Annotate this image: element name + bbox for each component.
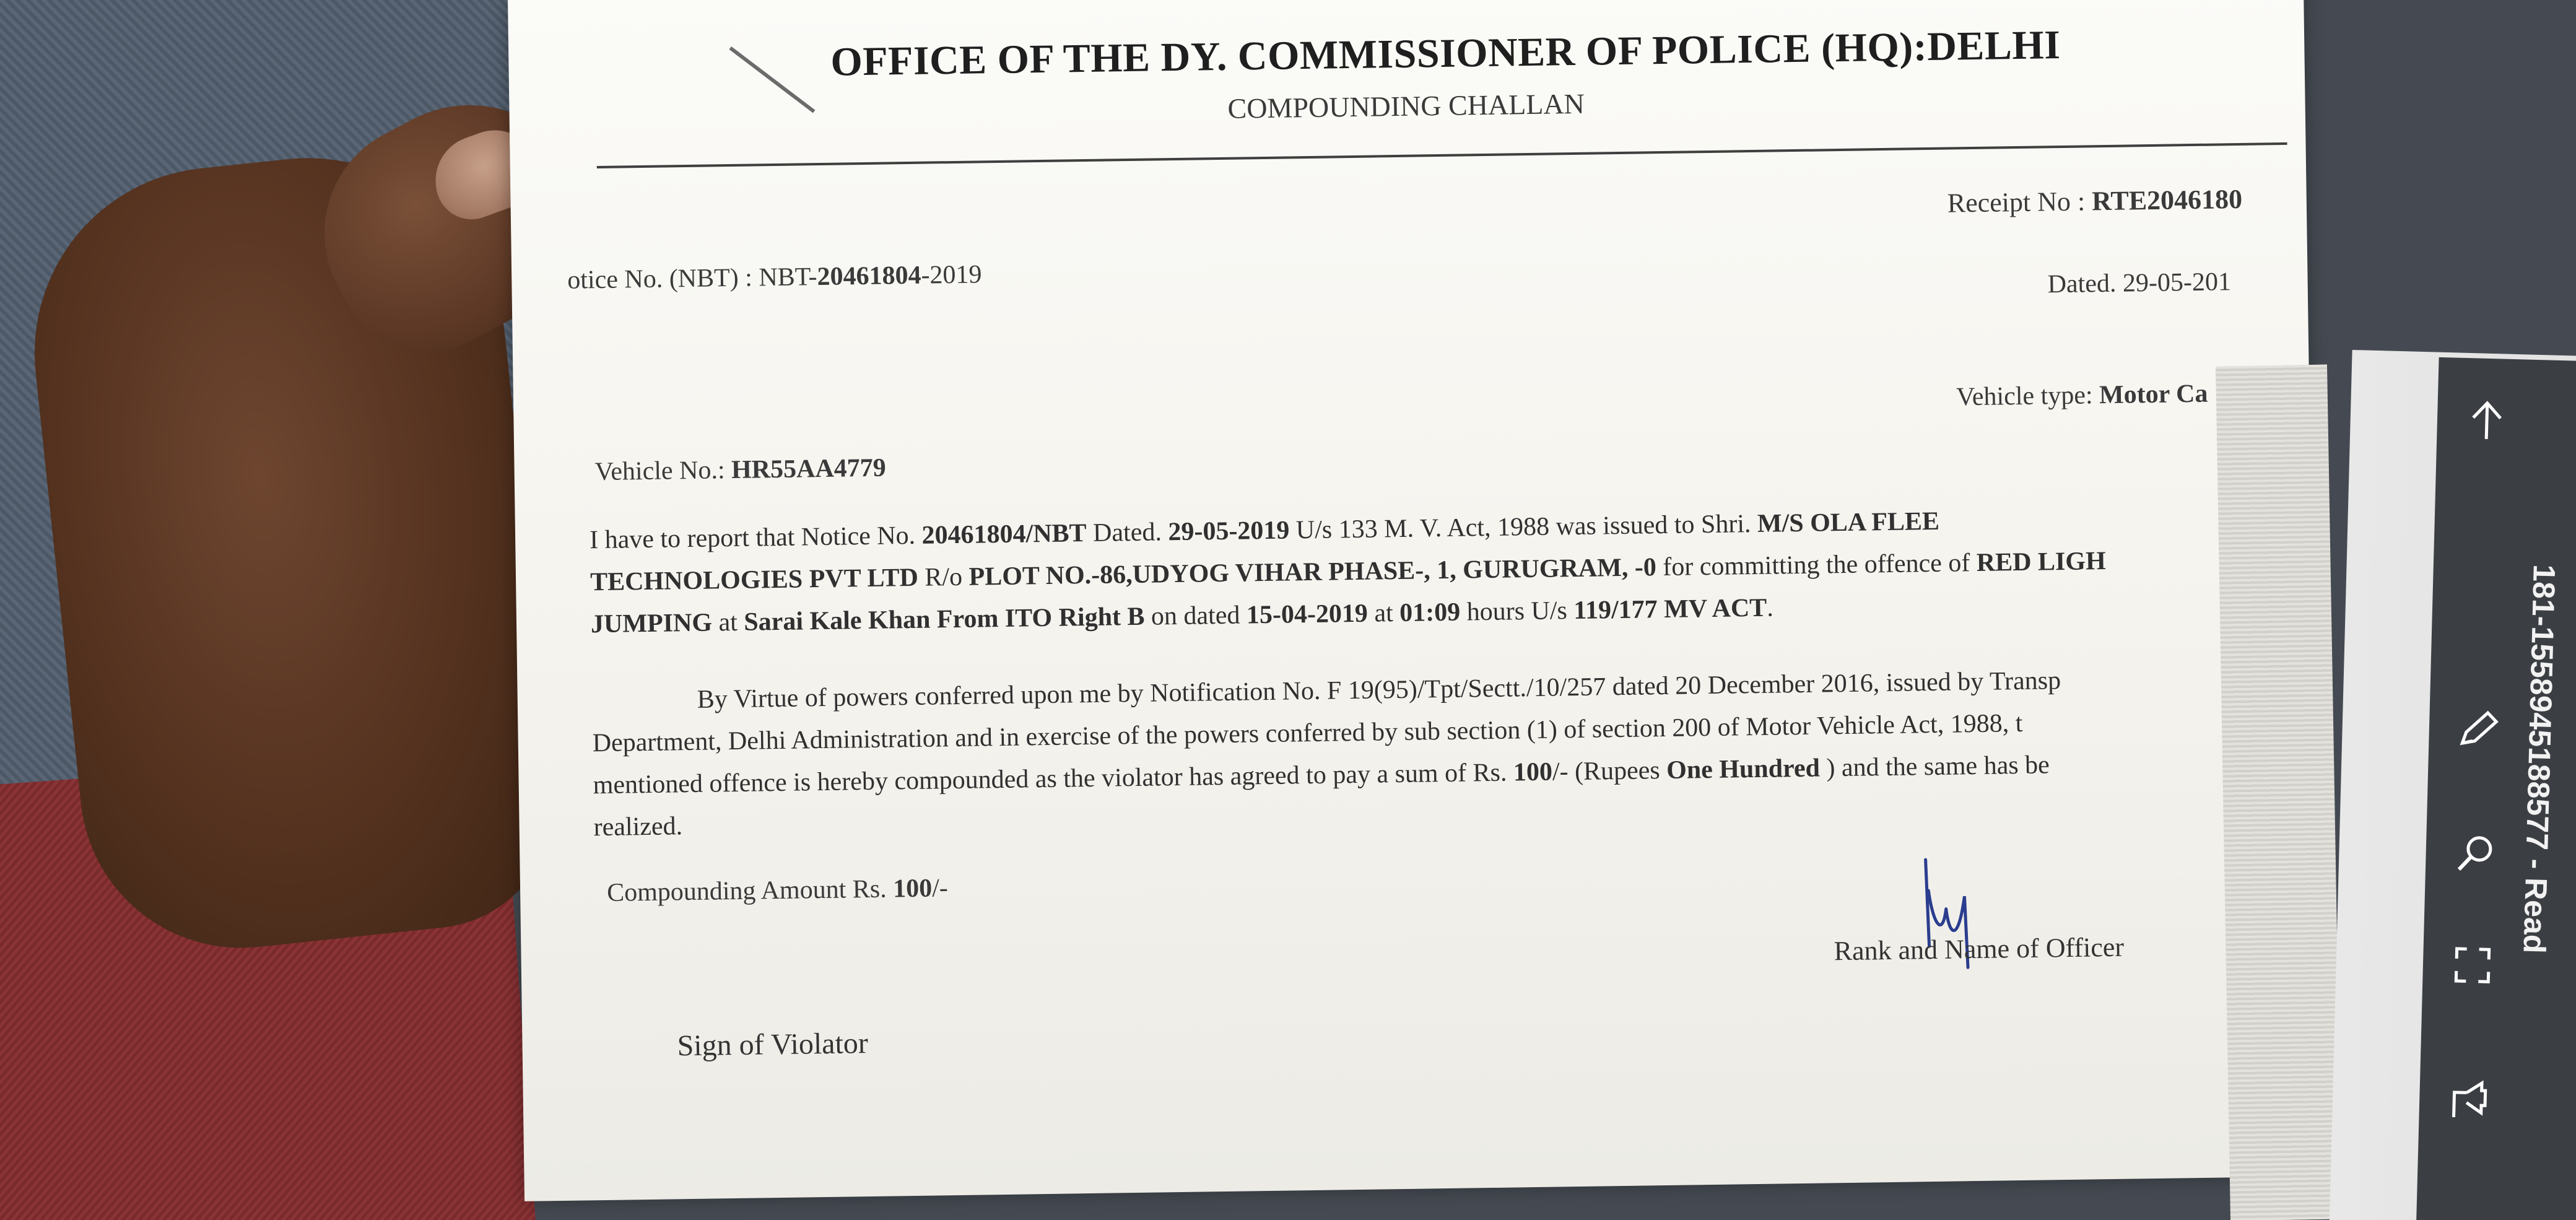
- notice-suffix: -2019: [921, 260, 982, 290]
- text: M/S OLA FLEE: [1757, 507, 1940, 538]
- file-name-label: [2509, 564, 2570, 1220]
- text: 119/177 MV ACT: [1573, 593, 1767, 625]
- draw-icon[interactable]: [2453, 705, 2504, 756]
- compounding-line-2: Department, Delhi Administration and in exercise of the powers conferred by sub section (1) of section 200 of Motor Vehicle Act, 1988, t: [592, 708, 2023, 758]
- text: mentioned offence is hereby compounded as the violator has agreed to pay a sum of Rs.: [593, 758, 1514, 800]
- report-paragraph: [590, 496, 2263, 646]
- arrow-up-icon[interactable]: [2461, 395, 2512, 446]
- vehicle-type: [1956, 379, 2208, 412]
- receipt-label: Receipt No :: [1947, 186, 2092, 219]
- text: at: [711, 608, 744, 637]
- vehicle-type-label: Vehicle type:: [1956, 381, 2100, 412]
- compounding-line-4: realized.: [593, 812, 683, 842]
- text: One Hundred: [1666, 754, 1821, 785]
- receipt-value: RTE2046180: [2091, 183, 2243, 217]
- text: TECHNOLOGIES PVT LTD: [590, 563, 919, 597]
- text: Dated.: [1086, 518, 1168, 548]
- text: 01:09: [1399, 598, 1461, 627]
- violator-label: Sign of Violator: [677, 1027, 869, 1063]
- text: Sarai Kale Khan From ITO Right B: [744, 602, 1145, 637]
- compounding-value: 100: [892, 874, 933, 904]
- notice-number: [567, 259, 982, 295]
- compounding-label: Compounding Amount Rs.: [606, 874, 894, 907]
- vehicle-number: [594, 453, 886, 487]
- text: hours U/s: [1460, 596, 1574, 627]
- office-title: OFFICE OF THE DY. COMMISSIONER OF POLICE (HQ):DELHI: [830, 22, 2061, 85]
- compounding-amount: [607, 873, 948, 908]
- compounding-paragraph: [591, 657, 2266, 849]
- text: JUMPING: [590, 608, 713, 639]
- text: ) and the same has be: [1819, 751, 2050, 783]
- compounding-line-1: By Virtue of powers conferred upon me by Notification No. F 19(95)/Tpt/Sectt./10/257 dated 20 December 2016, issued by Transp: [697, 666, 2061, 714]
- notice-value: 20461804: [817, 261, 921, 292]
- vehicle-no-value: HR55AA4779: [731, 453, 887, 485]
- text: /- (Rupees: [1552, 756, 1667, 786]
- file-name-text: 181-1558945188577 - Read: [2517, 564, 2562, 954]
- text: 15-04-2019: [1246, 599, 1368, 630]
- viewer-toolbar: [2416, 357, 2576, 1220]
- paper-edge: [2216, 365, 2342, 1220]
- text: for committing the offence of: [1656, 548, 1977, 582]
- vehicle-type-value: Motor Ca: [2099, 379, 2208, 410]
- text: RED LIGH: [1976, 547, 2107, 577]
- vehicle-no-label: Vehicle No.:: [594, 456, 732, 487]
- dated-field: Dated. 29-05-201: [2047, 268, 2232, 299]
- text: PLOT NO.-86,UDYOG VIHAR PHASE-, 1, GURUGRAM, -0: [968, 553, 1657, 591]
- text: 100: [1513, 757, 1553, 787]
- challan-subtitle: COMPOUNDING CHALLAN: [1227, 87, 1585, 124]
- share-icon[interactable]: [2443, 1076, 2494, 1126]
- text: R/o: [918, 562, 969, 592]
- challan-document: [508, 0, 2320, 1201]
- pen-mark: [729, 46, 815, 113]
- text: at: [1367, 598, 1400, 628]
- text: 29-05-2019: [1168, 516, 1290, 547]
- officer-label: Rank and Name of Officer: [1834, 931, 2125, 967]
- text: 20461804/NBT: [921, 519, 1087, 550]
- text: I have to report that Notice No.: [589, 521, 922, 555]
- notice-label: otice No. (NBT) : NBT-: [567, 263, 817, 295]
- text: U/s 133 M. V. Act, 1988 was issued to Shri.: [1289, 509, 1758, 545]
- search-icon[interactable]: [2450, 829, 2501, 879]
- text: on dated: [1144, 601, 1247, 631]
- header-divider: [597, 142, 2287, 168]
- text: .: [1766, 593, 1774, 622]
- receipt-number: [1947, 183, 2242, 219]
- compounding-suffix: /-: [931, 874, 949, 903]
- fullscreen-icon[interactable]: [2447, 940, 2498, 991]
